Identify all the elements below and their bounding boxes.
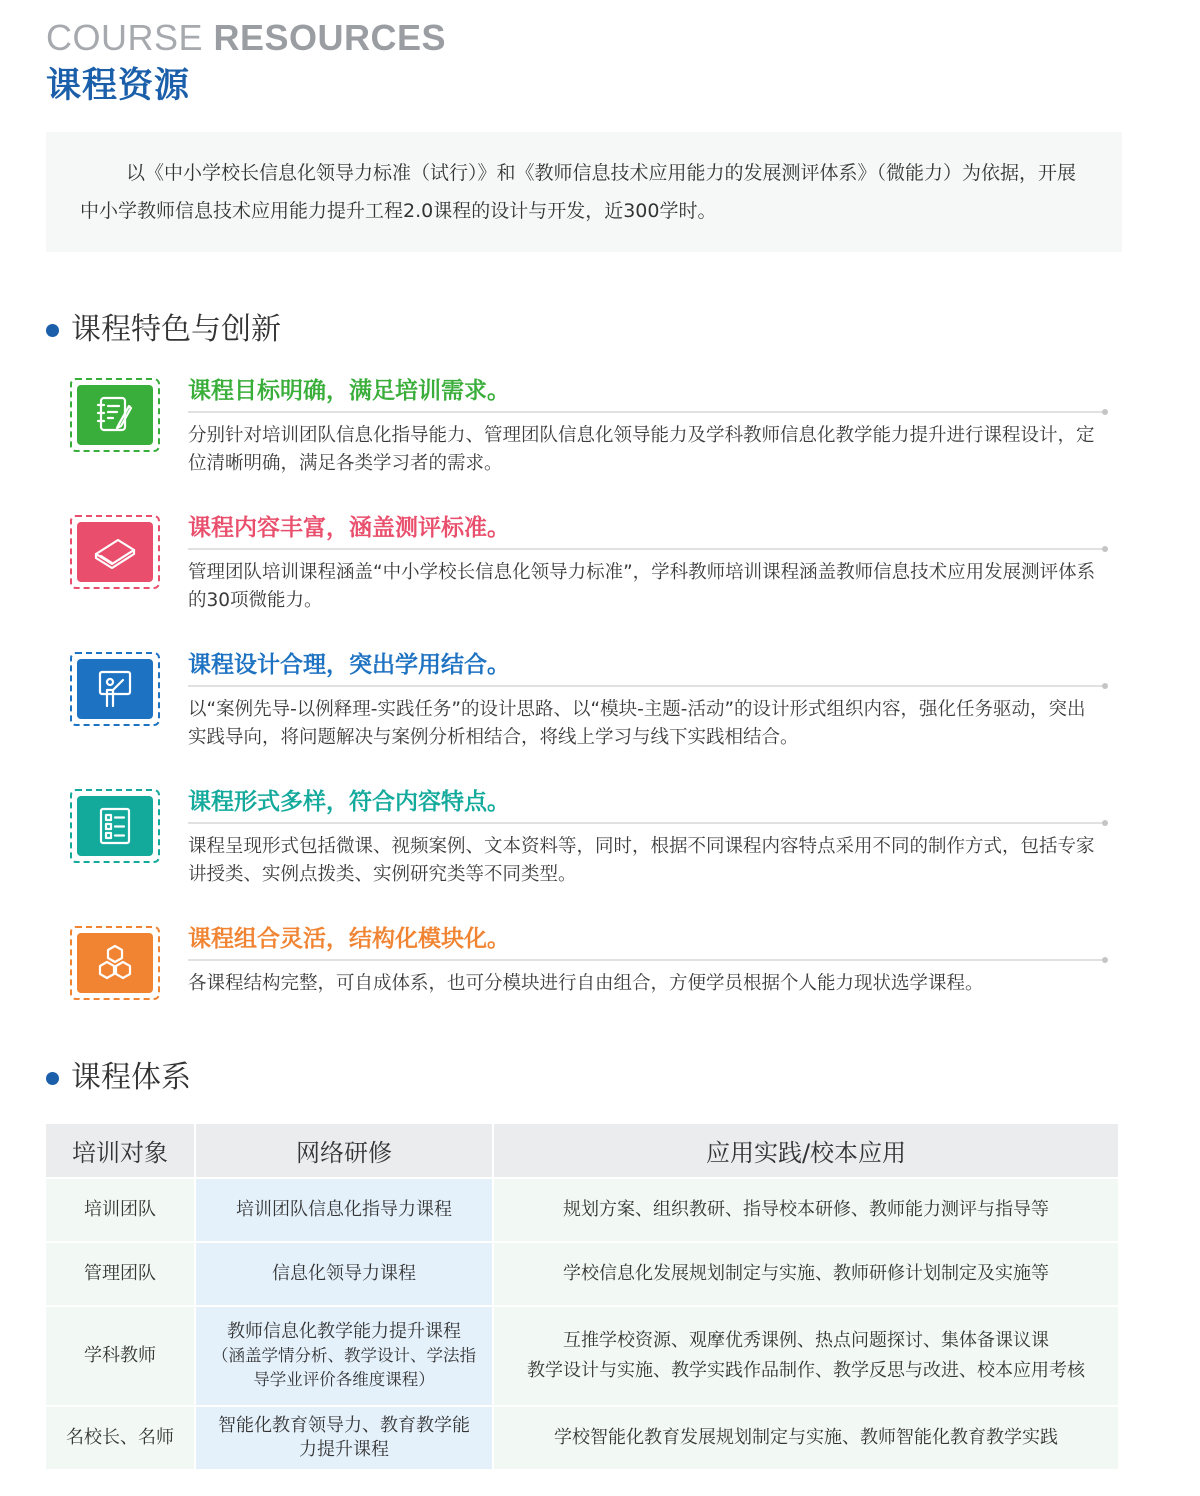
feature-title: 课程目标明确，满足培训需求。 — [188, 378, 510, 404]
bullet-dot-icon — [46, 1072, 59, 1085]
feature-description: 以“案例先导-以例释理-实践任务”的设计思路、以“模块-主题-活动”的设计形式组织内容，强化任务驱动，突出实践导向，将问题解决与案例分析相结合，将线上学习与线下实践相结合。 — [188, 699, 1086, 748]
feature-description: 各课程结构完整，可自成体系，也可分模块进行自由组合，方便学员根据个人能力现状选学课程。 — [188, 973, 984, 994]
feature-icon-frame — [70, 926, 160, 1000]
section-title-system: 课程体系 — [46, 1060, 191, 1096]
feature-divider — [188, 959, 1106, 961]
feature-divider — [188, 411, 1106, 413]
feature-description: 管理团队培训课程涵盖“中小学校长信息化领导力标准”，学科教师培训课程涵盖教师信息技术应用发展测评体系的30项微能力。 — [188, 562, 1096, 611]
table-header-row — [46, 1124, 1118, 1177]
course-system-table — [44, 1122, 1120, 1471]
hexagon-cluster-icon — [77, 933, 153, 993]
table-cell-practice — [494, 1307, 1118, 1405]
bullet-dot-icon — [46, 324, 59, 337]
feature-icon-frame — [70, 378, 160, 452]
section-title-features: 课程特色与创新 — [46, 312, 281, 348]
table-cell-online — [196, 1307, 492, 1405]
feature-divider — [188, 822, 1106, 824]
feature-divider — [188, 548, 1106, 550]
feature-item-content — [70, 515, 1110, 635]
feature-item-goals — [70, 378, 1110, 498]
book-icon — [77, 522, 153, 582]
feature-title: 课程形式多样，符合内容特点。 — [188, 789, 510, 815]
feature-title: 课程设计合理，突出学用结合。 — [188, 652, 510, 678]
intro-text: 以《中小学校长信息化领导力标准（试行）》和《教师信息技术应用能力的发展测评体系》（微能力）为依据，开展中小学教师信息技术应用能力提升工程2.0课程的设计与开发，近300学时。 — [80, 162, 1077, 222]
list-document-icon — [77, 796, 153, 856]
table-cell-practice: 规划方案、组织教研、指导校本研修、教师能力测评与指导等 — [494, 1179, 1118, 1241]
column-header: 网络研修 — [196, 1124, 492, 1177]
feature-title: 课程组合灵活，结构化模块化。 — [188, 926, 510, 952]
table-row — [46, 1307, 1118, 1405]
table-cell-target: 培训团队 — [46, 1179, 194, 1241]
header-english-title: COURSE RESOURCES — [46, 17, 447, 58]
table-cell-target: 名校长、名师 — [46, 1407, 194, 1469]
feature-item-combination — [70, 926, 1110, 1046]
practice-line-2: 教学设计与实施、教学实践作品制作、教学反思与改进、校本应用考核 — [527, 1360, 1085, 1381]
table-cell-practice: 学校信息化发展规划制定与实施、教师研修计划制定及实施等 — [494, 1243, 1118, 1305]
header-chinese-title: 课程资源 — [46, 66, 191, 106]
feature-icon-frame — [70, 789, 160, 863]
table-row — [46, 1179, 1118, 1241]
online-course-name: 教师信息化教学能力提升课程 — [227, 1321, 461, 1342]
feature-icon-frame — [70, 515, 160, 589]
feature-item-forms — [70, 789, 1110, 909]
table-cell-target: 管理团队 — [46, 1243, 194, 1305]
practice-line-1: 互推学校资源、观摩优秀课例、热点问题探讨、集体备课议课 — [563, 1330, 1049, 1351]
column-header: 培训对象 — [46, 1124, 194, 1177]
feature-divider — [188, 685, 1106, 687]
feature-description: 课程呈现形式包括微课、视频案例、文本资料等，同时，根据不同课程内容特点采用不同的制作方式，包括专家讲授类、实例点拨类、实例研究类等不同类型。 — [188, 836, 1095, 885]
column-header: 应用实践/校本应用 — [494, 1124, 1118, 1177]
online-course-note: （涵盖学情分析、教学设计、学法指导学业评价各维度课程） — [212, 1346, 476, 1389]
feature-icon-frame — [70, 652, 160, 726]
feature-description: 分别针对培训团队信息化指导能力、管理团队信息化领导能力及学科教师信息化教学能力提升进行课程设计，定位清晰明确，满足各类学习者的需求。 — [188, 425, 1095, 474]
table-cell-online: 智能化教育领导力、教育教学能力提升课程 — [196, 1407, 492, 1469]
table-cell-practice: 学校智能化教育发展规划制定与实施、教师智能化教育教学实践 — [494, 1407, 1118, 1469]
feature-title: 课程内容丰富，涵盖测评标准。 — [188, 515, 510, 541]
intro-box — [46, 132, 1122, 252]
table-cell-target: 学科教师 — [46, 1307, 194, 1405]
table-row — [46, 1243, 1118, 1305]
table-cell-online: 培训团队信息化指导力课程 — [196, 1179, 492, 1241]
teacher-board-icon — [77, 659, 153, 719]
table-cell-online: 信息化领导力课程 — [196, 1243, 492, 1305]
feature-item-design — [70, 652, 1110, 772]
page-header — [46, 18, 446, 106]
table-row — [46, 1407, 1118, 1469]
notepad-pen-icon — [77, 385, 153, 445]
